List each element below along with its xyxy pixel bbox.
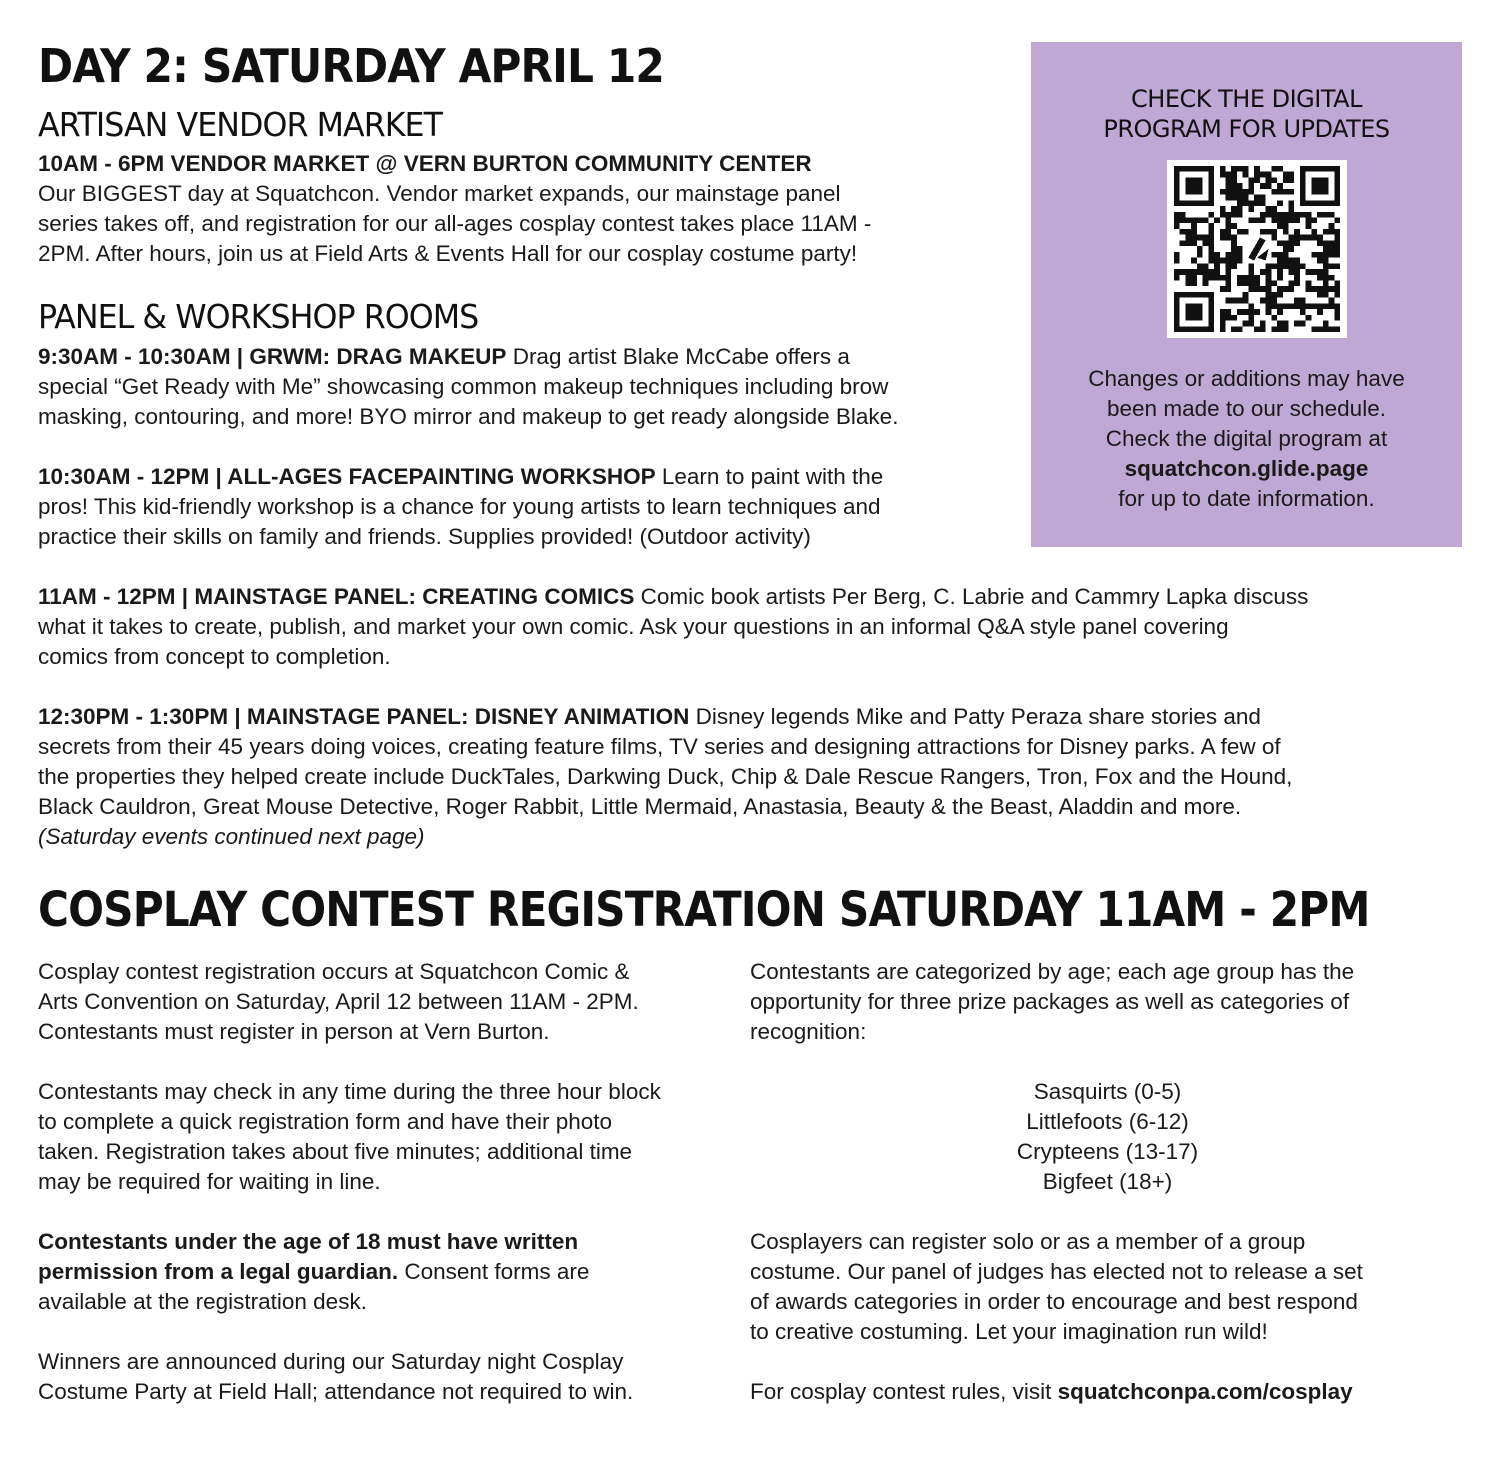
event-facepainting [38, 462, 1028, 552]
event-text: Drag artist Blake McCabe offers a [506, 344, 850, 369]
event-disney [38, 702, 1468, 852]
cosplay-line: Contestants must register in person at Vern Burton. [38, 1019, 550, 1044]
artisan-block [38, 149, 1028, 269]
event-title: 11AM - 12PM | MAINSTAGE PANEL: CREATING COMICS [38, 584, 635, 609]
program-link[interactable]: squatchcon.glide.page [1124, 456, 1369, 481]
sidebar-text [1031, 364, 1462, 514]
cosplay-line: opportunity for three prize packages as well as categories of [750, 989, 1350, 1014]
updates-sidebar [1031, 42, 1462, 547]
age-group: Crypteens (13-17) [1016, 1139, 1199, 1164]
event-line: practice their skills on family and friends. Supplies provided! (Outdoor activity) [38, 524, 811, 549]
sidebar-title [1031, 84, 1462, 144]
event-title: 12:30PM - 1:30PM | MAINSTAGE PANEL: DISNEY ANIMATION [38, 704, 690, 729]
cosplay-line: available at the registration desk. [38, 1289, 367, 1314]
cosplay-line: to creative costuming. Let your imagination run wild! [750, 1319, 1268, 1344]
cosplay-line: Cosplay contest registration occurs at Squatchcon Comic & [38, 959, 630, 984]
artisan-time-line: 10AM - 6PM VENDOR MARKET @ VERN BURTON COMMUNITY CENTER [38, 151, 812, 176]
consent-warning: Contestants under the age of 18 must have written [38, 1229, 579, 1254]
event-text: Disney legends Mike and Patty Peraza share stories and [689, 704, 1261, 729]
cosplay-line: costume. Our panel of judges has elected not to release a set [750, 1259, 1363, 1284]
event-text: Comic book artists Per Berg, C. Labrie and Cammry Lapka discuss [634, 584, 1309, 609]
cosplay-line: Arts Convention on Saturday, April 12 between 11AM - 2PM. [38, 989, 639, 1014]
cosplay-text: Consent forms are [398, 1259, 590, 1284]
cosplay-line: Contestants may check in any time during the three hour block [38, 1079, 661, 1104]
panel-heading: PANEL & WORKSHOP ROOMS [38, 297, 479, 336]
continued-note: (Saturday events continued next page) [38, 824, 425, 849]
cosplay-line: to complete a quick registration form and have their photo [38, 1109, 613, 1134]
cosplay-left-column [38, 957, 753, 1407]
cosplay-line: recognition: [750, 1019, 867, 1044]
event-line: what it takes to create, publish, and market your own comic. Ask your questions in an informal Q&A style panel covering [38, 614, 1229, 639]
sidebar-line: Changes or additions may have [1088, 366, 1405, 391]
qr-code[interactable] [1167, 160, 1347, 338]
event-line: comics from concept to completion. [38, 644, 391, 669]
sidebar-line: Check the digital program at [1105, 426, 1388, 451]
event-title: 9:30AM - 10:30AM | GRWM: DRAG MAKEUP [38, 344, 507, 369]
artisan-line: Our BIGGEST day at Squatchcon. Vendor market expands, our mainstage panel [38, 181, 841, 206]
cosplay-line: may be required for waiting in line. [38, 1169, 381, 1194]
event-line: masking, contouring, and more! BYO mirror and makeup to get ready alongside Blake. [38, 404, 899, 429]
rules-link[interactable]: squatchconpa.com/cosplay [1057, 1379, 1353, 1404]
cosplay-line: taken. Registration takes about five minutes; additional time [38, 1139, 633, 1164]
qr-code-icon [1173, 166, 1341, 332]
age-group: Sasquirts (0-5) [1033, 1079, 1182, 1104]
event-line: secrets from their 45 years doing voices, creating feature films, TV series and designing attractions for Disney parks. A few of [38, 734, 1281, 759]
sidebar-line: been made to our schedule. [1107, 396, 1386, 421]
artisan-heading: ARTISAN VENDOR MARKET [38, 105, 443, 144]
cosplay-line: Cosplayers can register solo or as a member of a group [750, 1229, 1306, 1254]
sidebar-title-line: PROGRAM FOR UPDATES [1103, 115, 1390, 143]
cosplay-right-column [750, 957, 1465, 1407]
event-line: pros! This kid-friendly workshop is a chance for young artists to learn techniques and [38, 494, 881, 519]
event-line: special “Get Ready with Me” showcasing common makeup techniques including brow [38, 374, 889, 399]
event-comics [38, 582, 1468, 672]
age-group: Littlefoots (6-12) [1026, 1109, 1189, 1134]
sidebar-title-line: CHECK THE DIGITAL [1131, 85, 1362, 113]
rules-text: For cosplay contest rules, visit [750, 1379, 1058, 1404]
cosplay-heading: COSPLAY CONTEST REGISTRATION SATURDAY 11AM - 2PM [38, 882, 1370, 938]
artisan-line: series takes off, and registration for our all-ages cosplay contest takes place 11AM - [38, 211, 872, 236]
age-group: Bigfeet (18+) [1042, 1169, 1173, 1194]
event-text: Learn to paint with the [655, 464, 884, 489]
event-line: Black Cauldron, Great Mouse Detective, Roger Rabbit, Little Mermaid, Anastasia, Beauty & the Beast, Aladdin and more. [38, 794, 1242, 819]
event-grwm [38, 342, 1028, 432]
event-title: 10:30AM - 12PM | ALL-AGES FACEPAINTING WORKSHOP [38, 464, 656, 489]
cosplay-line: Contestants are categorized by age; each age group has the [750, 959, 1355, 984]
cosplay-line: of awards categories in order to encourage and best respond [750, 1289, 1358, 1314]
event-line: the properties they helped create include DuckTales, Darkwing Duck, Chip & Dale Rescue Rangers, Tron, Fox and the Hound, [38, 764, 1293, 789]
consent-warning: permission from a legal guardian. [38, 1259, 399, 1284]
page-title: DAY 2: SATURDAY APRIL 12 [38, 39, 664, 93]
artisan-line: 2PM. After hours, join us at Field Arts & Events Hall for our cosplay costume party! [38, 241, 858, 266]
sidebar-line: for up to date information. [1118, 486, 1375, 511]
cosplay-line: Winners are announced during our Saturday night Cosplay [38, 1349, 624, 1374]
cosplay-line: Costume Party at Field Hall; attendance not required to win. [38, 1379, 634, 1404]
